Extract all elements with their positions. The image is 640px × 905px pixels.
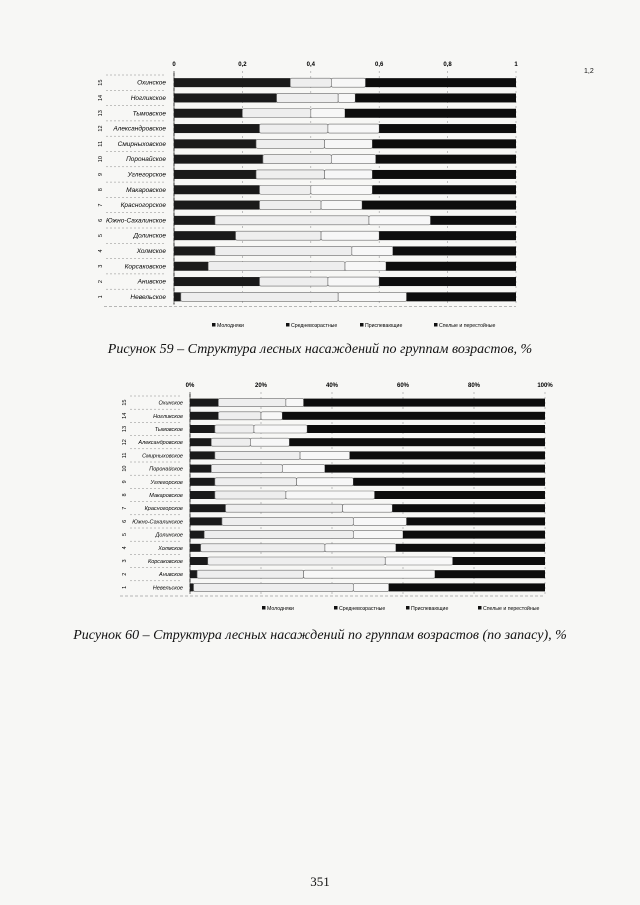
figure-60-caption: Рисунок 60 – Структура лесных насаждений по группам возрастов (по запасу), % xyxy=(73,628,567,643)
bar-segment xyxy=(345,109,516,118)
bar-segment xyxy=(286,399,304,407)
category-label: Александровское xyxy=(138,440,183,447)
legend-swatch xyxy=(212,323,216,327)
chart-60-age-structure-by-stock xyxy=(120,383,553,612)
category-label: Поронайское xyxy=(149,466,183,473)
bar-segment xyxy=(256,170,324,179)
bar-segment xyxy=(362,201,516,210)
row-number: 3 xyxy=(98,264,104,268)
bar-segment xyxy=(307,425,545,433)
bar-segment xyxy=(218,412,261,420)
bar-segment xyxy=(372,139,516,148)
bar-segment xyxy=(190,451,215,459)
bar-segment xyxy=(353,478,545,486)
bar-segment xyxy=(211,438,250,446)
bar-segment xyxy=(321,231,379,240)
bar-segment xyxy=(190,465,211,473)
bar-segment xyxy=(215,246,352,255)
bar-segment xyxy=(277,93,339,102)
bar-segment xyxy=(260,185,311,194)
bar-segment xyxy=(352,246,393,255)
legend-swatch xyxy=(286,323,290,327)
category-label: Тымовское xyxy=(154,427,183,433)
category-label: Охинское xyxy=(137,79,166,87)
category-label: Поронайское xyxy=(126,156,166,164)
row-number: 8 xyxy=(98,188,104,192)
bar-segment xyxy=(190,544,201,552)
bar-segment xyxy=(215,451,300,459)
bar-segment xyxy=(389,583,545,591)
bar-segment xyxy=(215,425,254,433)
row-number: 9 xyxy=(98,172,104,176)
legend-swatch xyxy=(334,606,338,610)
bar-segment xyxy=(174,185,260,194)
legend-swatch xyxy=(262,606,266,610)
row-number: 4 xyxy=(122,546,128,550)
row-number: 2 xyxy=(98,280,104,284)
row-number: 13 xyxy=(98,110,104,117)
category-label: Углегорское xyxy=(127,171,166,179)
bar-segment xyxy=(261,412,282,420)
row-number: 14 xyxy=(122,412,128,419)
bar-segment xyxy=(286,491,375,499)
bar-segment xyxy=(190,425,215,433)
bar-segment xyxy=(338,93,355,102)
bar-segment xyxy=(174,231,236,240)
bar-segment xyxy=(181,292,338,301)
x-tick-label: 20% xyxy=(254,383,268,389)
bar-segment xyxy=(311,185,373,194)
bar-segment xyxy=(325,544,396,552)
category-label: Южно-Сахалинское xyxy=(132,519,183,526)
row-number: 15 xyxy=(122,399,128,406)
row-number: 1 xyxy=(122,585,128,589)
row-number: 4 xyxy=(98,249,104,253)
bar-segment xyxy=(260,201,322,210)
x-tick-label: 100% xyxy=(537,383,553,389)
bar-segment xyxy=(174,139,256,148)
bar-segment xyxy=(222,517,353,525)
bar-segment xyxy=(215,216,369,225)
bar-segment xyxy=(204,531,353,539)
row-number: 7 xyxy=(98,203,104,207)
category-label: Южно-Сахалинское xyxy=(106,217,166,225)
bar-segment xyxy=(174,124,260,133)
bar-segment xyxy=(379,277,516,286)
legend-label: Средневозрастные xyxy=(339,606,386,612)
bar-segment xyxy=(324,170,372,179)
bar-segment xyxy=(260,124,328,133)
bar-segment xyxy=(226,504,343,512)
bar-segment xyxy=(324,139,372,148)
legend-label: Спелые и перестойные xyxy=(483,606,540,612)
bar-segment xyxy=(256,139,324,148)
row-number: 12 xyxy=(98,125,104,132)
bar-segment xyxy=(174,246,215,255)
bar-segment xyxy=(376,155,516,164)
category-label: Александровское xyxy=(113,125,166,133)
bar-segment xyxy=(321,201,362,210)
bar-segment xyxy=(260,277,328,286)
bar-segment xyxy=(372,185,516,194)
bar-segment xyxy=(236,231,322,240)
category-label: Макаровское xyxy=(126,186,166,194)
bar-segment xyxy=(325,465,545,473)
bar-segment xyxy=(328,124,379,133)
bar-segment xyxy=(369,216,431,225)
row-number: 14 xyxy=(98,94,104,102)
bar-segment xyxy=(174,292,181,301)
legend-label: Молодняки xyxy=(217,323,244,329)
x-tick-label: 0,8 xyxy=(443,62,452,68)
bar-segment xyxy=(353,531,403,539)
bar-segment xyxy=(345,262,386,271)
figure-59-caption: Рисунок 59 – Структура лесных насаждений по группам возрастов, % xyxy=(107,342,533,357)
row-number: 8 xyxy=(122,493,128,497)
bar-segment xyxy=(297,478,354,486)
x-tick-label: 40% xyxy=(325,383,339,389)
bar-segment xyxy=(379,124,516,133)
bar-segment xyxy=(174,93,277,102)
bar-segment xyxy=(174,155,263,164)
category-label: Ногликское xyxy=(130,94,166,102)
legend-swatch xyxy=(360,323,364,327)
row-number: 9 xyxy=(122,480,128,484)
row-number: 3 xyxy=(122,559,128,563)
row-number: 6 xyxy=(98,218,104,222)
bar-segment xyxy=(366,78,516,87)
category-label: Смирныховское xyxy=(142,453,183,460)
bar-segment xyxy=(174,170,256,179)
category-label: Корсаковское xyxy=(124,263,166,271)
category-label: Тымовское xyxy=(132,110,166,118)
row-number: 5 xyxy=(98,234,104,238)
bar-segment xyxy=(190,583,194,591)
legend-swatch xyxy=(434,323,438,327)
bar-segment xyxy=(407,517,545,525)
bar-segment xyxy=(254,425,307,433)
bar-segment xyxy=(338,292,406,301)
bar-segment xyxy=(190,570,197,578)
bar-segment xyxy=(190,517,222,525)
bar-segment xyxy=(453,557,545,565)
bar-segment xyxy=(393,246,516,255)
bar-segment xyxy=(403,531,545,539)
bar-segment xyxy=(174,109,242,118)
bar-segment xyxy=(392,504,545,512)
category-label: Охинское xyxy=(158,400,183,407)
x-tick-label: 0,4 xyxy=(306,62,315,68)
bar-segment xyxy=(201,544,325,552)
bar-segment xyxy=(174,78,290,87)
x-tick-label: 1 xyxy=(514,62,518,68)
bar-segment xyxy=(304,570,435,578)
row-number: 11 xyxy=(98,140,104,147)
legend-label: Спелые и перестойные xyxy=(439,323,496,329)
bar-segment xyxy=(343,504,393,512)
bar-segment xyxy=(311,109,345,118)
bar-segment xyxy=(190,412,218,420)
bar-segment xyxy=(289,438,545,446)
bar-segment xyxy=(355,93,516,102)
bar-segment xyxy=(331,78,365,87)
bar-segment xyxy=(353,583,389,591)
bar-segment xyxy=(282,412,545,420)
bar-segment xyxy=(375,491,545,499)
category-label: Анивское xyxy=(137,278,166,286)
bar-segment xyxy=(190,504,226,512)
bar-segment xyxy=(328,277,379,286)
bar-segment xyxy=(250,438,289,446)
row-number: 7 xyxy=(122,506,128,510)
bar-segment xyxy=(282,465,325,473)
bar-segment xyxy=(353,517,406,525)
category-label: Красногорское xyxy=(144,506,183,513)
bar-segment xyxy=(174,216,215,225)
category-label: Смирныховское xyxy=(117,140,166,148)
bar-segment xyxy=(350,451,545,459)
legend-swatch xyxy=(406,606,410,610)
chart-59-age-structure xyxy=(98,62,518,329)
bar-segment xyxy=(211,465,282,473)
category-label: Красногорское xyxy=(120,202,166,210)
bar-segment xyxy=(194,583,354,591)
bar-segment xyxy=(190,531,204,539)
bar-segment xyxy=(304,399,545,407)
row-number: 13 xyxy=(122,425,128,433)
bar-segment xyxy=(190,557,208,565)
bar-segment xyxy=(396,544,545,552)
bar-segment xyxy=(215,478,297,486)
category-label: Невельское xyxy=(130,293,166,301)
bar-segment xyxy=(197,570,304,578)
category-label: Углегорское xyxy=(150,479,183,486)
category-label: Долинское xyxy=(155,532,183,539)
bar-segment xyxy=(215,491,286,499)
x-tick-label: 80% xyxy=(467,383,481,389)
row-number: 5 xyxy=(122,533,128,537)
x-tick-label: 60% xyxy=(396,383,410,389)
category-label: Ногликское xyxy=(153,413,183,420)
bar-segment xyxy=(379,231,516,240)
row-number: 2 xyxy=(122,572,128,576)
bar-segment xyxy=(190,491,215,499)
bar-segment xyxy=(218,399,285,407)
bar-segment xyxy=(263,155,331,164)
category-label: Холмское xyxy=(158,545,183,552)
legend-swatch xyxy=(478,606,482,610)
bar-segment xyxy=(331,155,375,164)
row-number: 1 xyxy=(98,295,104,299)
row-number: 15 xyxy=(98,79,104,86)
x-tick-label: 0% xyxy=(185,383,195,389)
bar-segment xyxy=(190,399,218,407)
bar-segment xyxy=(242,109,310,118)
category-label: Корсаковское xyxy=(147,559,183,565)
category-label: Долинское xyxy=(133,232,166,240)
bar-segment xyxy=(386,262,516,271)
page-number: 351 xyxy=(310,874,330,889)
row-number: 10 xyxy=(98,156,104,163)
stray-label: 1,2 xyxy=(584,68,594,75)
category-label: Невельское xyxy=(152,585,183,592)
x-tick-label: 0,2 xyxy=(238,62,247,68)
legend-label: Приспевающие xyxy=(411,606,449,612)
row-number: 11 xyxy=(122,452,128,459)
bar-segment xyxy=(407,292,516,301)
category-label: Холмское xyxy=(136,247,166,255)
legend-label: Молодняки xyxy=(267,606,294,612)
bar-segment xyxy=(431,216,517,225)
bar-segment xyxy=(300,451,350,459)
category-label: Макаровское xyxy=(149,493,183,499)
category-label: Анивское xyxy=(159,572,183,579)
bar-segment xyxy=(174,277,260,286)
bar-segment xyxy=(385,557,452,565)
bar-segment xyxy=(174,201,260,210)
bar-segment xyxy=(174,262,208,271)
bar-segment xyxy=(372,170,516,179)
bar-segment xyxy=(190,438,211,446)
x-tick-label: 0,6 xyxy=(375,62,384,68)
bar-segment xyxy=(208,262,345,271)
legend-label: Приспевающие xyxy=(365,323,403,329)
row-number: 12 xyxy=(122,439,128,446)
row-number: 10 xyxy=(122,465,128,472)
x-tick-label: 0 xyxy=(172,62,176,68)
legend-label: Средневозрастные xyxy=(291,323,338,329)
row-number: 6 xyxy=(122,519,128,523)
bar-segment xyxy=(208,557,386,565)
bar-segment xyxy=(190,478,215,486)
bar-segment xyxy=(435,570,545,578)
bar-segment xyxy=(290,78,331,87)
